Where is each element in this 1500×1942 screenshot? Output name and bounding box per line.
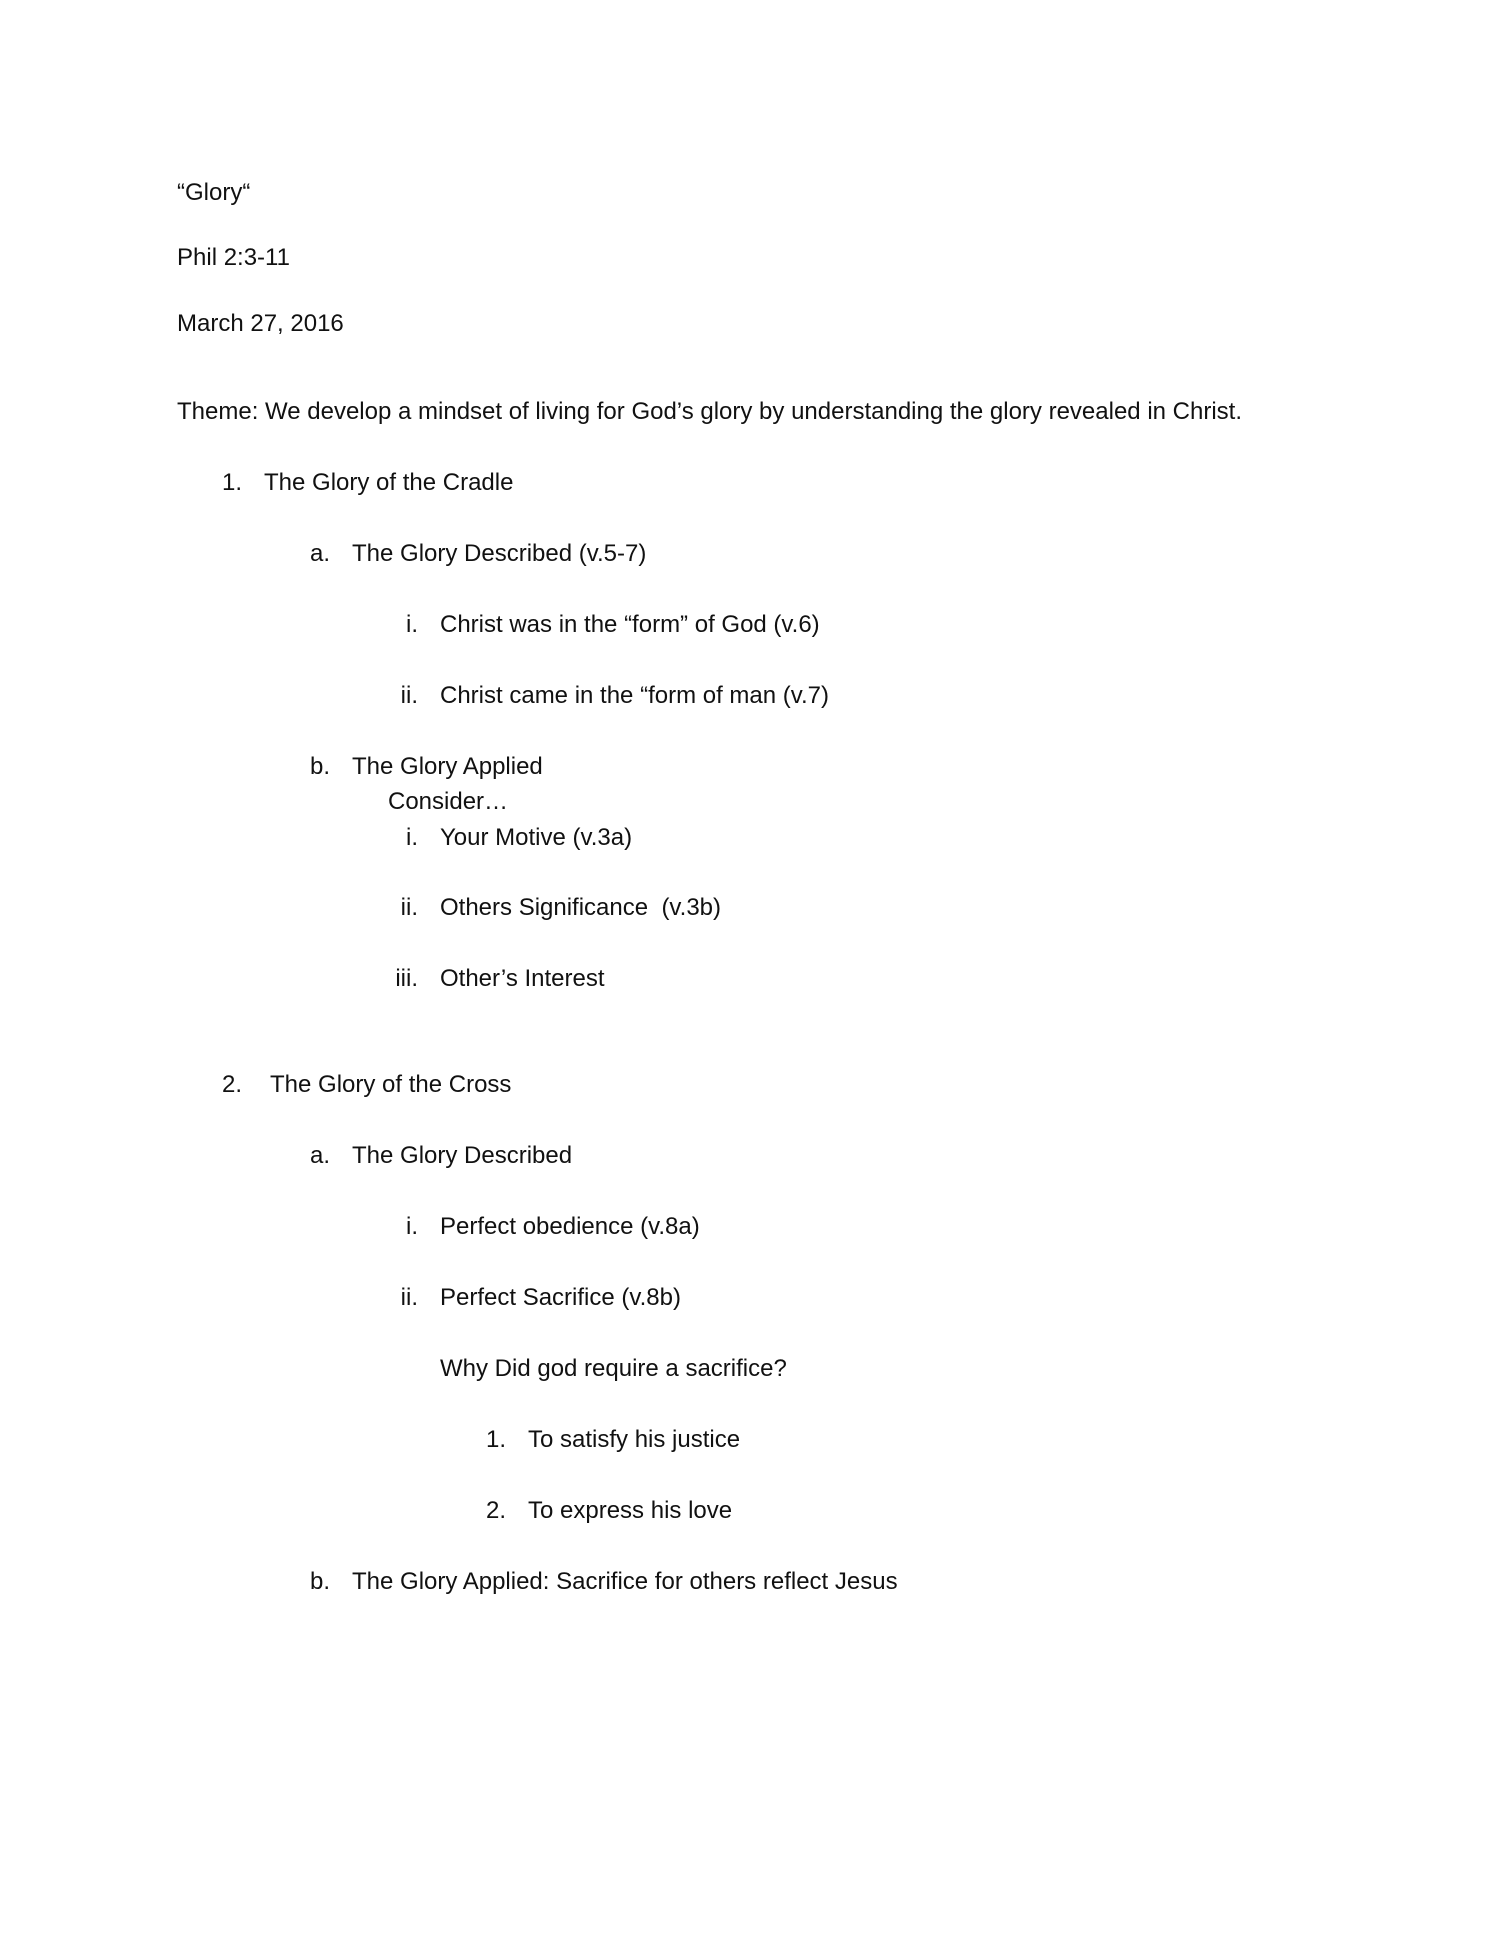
point-1b-intro: Consider… xyxy=(388,788,509,815)
scripture-reference: Phil 2:3-11 xyxy=(177,244,290,271)
point-1b-marker: b. xyxy=(309,753,330,780)
point-1a-ii-text: Christ came in the “form of man (v.7) xyxy=(440,682,829,709)
point-2a-marker: a. xyxy=(309,1142,330,1169)
point-2a-i-marker: i. xyxy=(406,1213,418,1240)
point-1a-ii-marker: ii. xyxy=(400,682,418,709)
point-2b-marker: b. xyxy=(309,1568,330,1595)
point-1a-i-marker: i. xyxy=(406,611,418,638)
point-2-title: The Glory of the Cross xyxy=(270,1071,512,1098)
point-1a-marker: a. xyxy=(309,540,330,567)
sermon-date: March 27, 2016 xyxy=(177,310,344,337)
point-1b-title: The Glory Applied xyxy=(352,753,543,780)
answer-2-marker: 2. xyxy=(485,1497,506,1524)
point-2-marker: 2. xyxy=(221,1071,242,1098)
point-2a-ii-text: Perfect Sacrifice (v.8b) xyxy=(440,1284,681,1311)
point-1b-iii-marker: iii. xyxy=(395,965,418,992)
point-1b-i-marker: i. xyxy=(406,824,418,851)
point-1b-iii-text: Other’s Interest xyxy=(440,965,605,992)
answer-1-text: To satisfy his justice xyxy=(528,1426,741,1453)
point-2a-title: The Glory Described xyxy=(352,1142,573,1169)
point-2a-i-text: Perfect obedience (v.8a) xyxy=(440,1213,700,1240)
point-2a-ii-marker: ii. xyxy=(400,1284,418,1311)
answer-1-marker: 1. xyxy=(485,1426,506,1453)
sermon-title: “Glory“ xyxy=(177,179,251,206)
point-1-marker: 1. xyxy=(221,469,242,496)
answer-2-text: To express his love xyxy=(528,1497,733,1524)
sacrifice-question: Why Did god require a sacrifice? xyxy=(440,1355,787,1382)
theme-statement: Theme: We develop a mindset of living for God’s glory by understanding the glory revealed in Christ. xyxy=(177,398,1242,425)
point-1a-i-text: Christ was in the “form” of God (v.6) xyxy=(440,611,820,638)
point-2b-title: The Glory Applied: Sacrifice for others reflect Jesus xyxy=(352,1568,898,1595)
point-1b-i-text: Your Motive (v.3a) xyxy=(440,824,633,851)
point-1b-ii-marker: ii. xyxy=(400,894,418,921)
point-1a-title: The Glory Described (v.5-7) xyxy=(352,540,647,567)
point-1b-ii-text: Others Significance (v.3b) xyxy=(440,894,722,921)
point-1-title: The Glory of the Cradle xyxy=(264,469,514,496)
